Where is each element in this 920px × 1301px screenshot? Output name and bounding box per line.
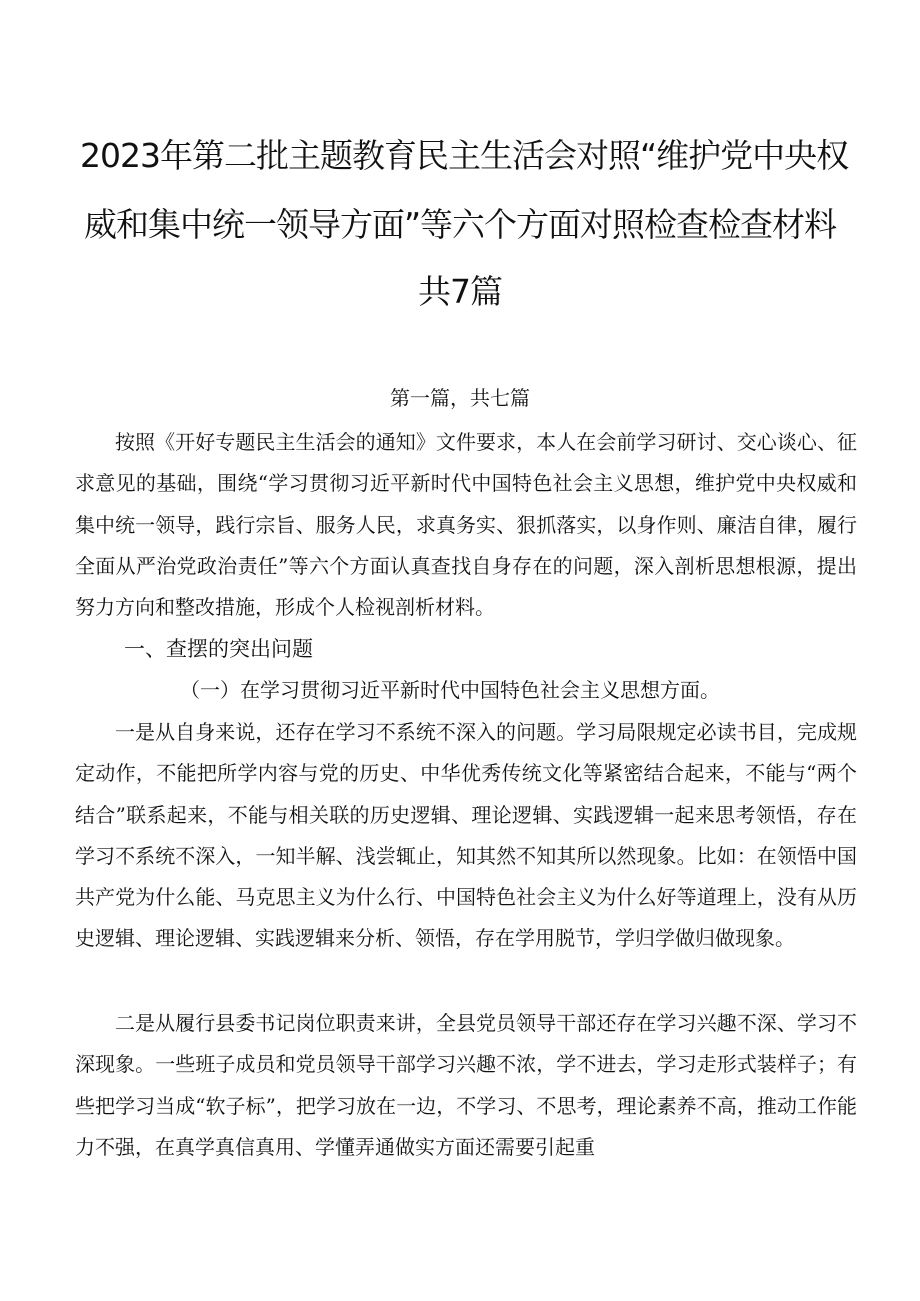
section-heading: 一、查摆的突出问题 [124, 637, 313, 661]
intro-paragraph: 按照《开好专题民主生活会的通知》文件要求，本人在会前学习研讨、交心谈心、征求意见的基础，围绕“学习贯彻习近平新时代中国特色社会主义思想，维护党中央权威和集中统一领导，践行宗旨、服务人民，求真务实、狠抓落实，以身作则、廉洁自律，履行全面从严治党政治责任”等六个方面认真查找自身存在的问题，深入剖析思想根源，提出努力方向和整改措施，形成个人检视剖析材料。 [75, 430, 857, 620]
subsection-heading: （一）在学习贯彻习近平新时代中国特色社会主义思想方面。 [180, 678, 720, 702]
document-title-line-1: 2023年第二批主题教育民主生活会对照“维护党中央权 [80, 136, 849, 175]
document-title-line-3: 共7篇 [418, 272, 502, 311]
document-subtitle: 第一篇，共七篇 [390, 386, 530, 410]
point-1-paragraph: 一是从自身来说，还存在学习不系统不深入的问题。学习局限规定必读书目，完成规定动作，不能把所学内容与党的历史、中华优秀传统文化等紧密结合起来，不能与“两个结合”联系起来，不能与相关联的历史逻辑、理论逻辑、实践逻辑一起来思考领悟，存在学习不系统不深入，一知半解、浅尝辄止，知其然不知其所以然现象。比如：在领悟中国共产党为什么能、马克思主义为什么行、中国特色社会主义为什么好等道理上，没有从历史逻辑、理论逻辑、实践逻辑来分析、领悟，存在学用脱节，学归学做归做现象。 [75, 720, 857, 951]
document-title-line-2: 威和集中统一领导方面”等六个方面对照检查检查材料 [83, 205, 837, 244]
point-2-paragraph: 二是从履行县委书记岗位职责来讲，全县党员领导干部还存在学习兴趣不深、学习不深现象。一些班子成员和党员领导干部学习兴趣不浓，学不进去，学习走形式装样子；有些把学习当成“软子标”，把学习放在一边，不学习、不思考，理论素养不高，推动工作能力不强，在真学真信真用、学懂弄通做实方面还需要引起重 [75, 1011, 857, 1159]
